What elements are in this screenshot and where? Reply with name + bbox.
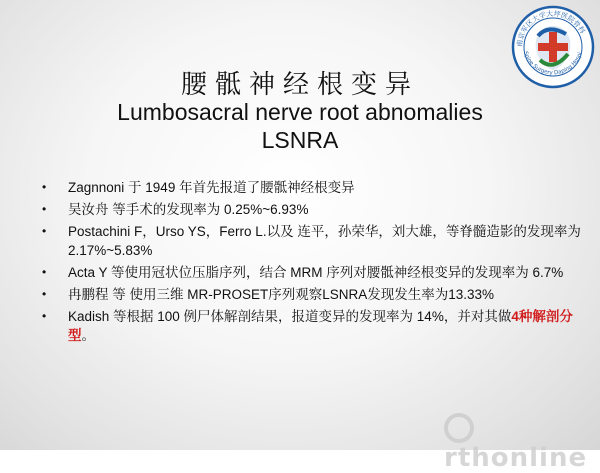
bullet-list [40,178,585,348]
slide-title-english-line2: LSNRA [261,127,339,153]
list-item [40,285,585,304]
logo-ring-text-en: Spine Surgery Daping Hospi [522,50,584,77]
list-item [40,222,585,260]
bullet-text: Postachini F，Urso YS，Ferro L.以及 连平，孙荣华，刘大雄，等脊髓造影的发现率为2.17%~5.83% [68,224,581,258]
orthonline-watermark [444,412,594,473]
bullet-text: 冉鹏程 等 使用三维 MR-PROSET序列观察LSNRA发现发生率为13.33% [68,287,495,302]
list-item [40,200,585,219]
bullet-icon: • [42,180,47,194]
bullet-icon: • [42,224,47,238]
bullet-icon: • [42,202,47,216]
slide-title-english-line1: Lumbosacral nerve root abnomalies [117,99,483,125]
watermark-text: rthonline [444,442,588,473]
bullet-text: Acta Y 等使用冠状位压脂序列，结合 MRM 序列对腰骶神经根变异的发现率为 6.7% [68,265,564,280]
list-item [40,307,585,345]
highlight-text: 4种解剖分型 [68,309,573,343]
bullet-icon: • [42,287,47,301]
bullet-icon: • [42,309,47,323]
slide-title-chinese: 腰骶神经根变异 [180,70,419,100]
watermark-logo-icon [444,413,474,443]
bullet-text: 吴汝舟 等手术的发现率为 0.25%~6.93% [68,202,309,217]
bullet-text-end: 。 [81,328,95,343]
list-item [40,263,585,282]
logo-ring-text: 南京军区大学大坪医院骨科 [515,9,587,48]
bullet-text: Kadish 等根据 100 例尸体解剖结果，报道变异的发现率为 14%，并对其做 [68,309,512,324]
bullet-icon: • [42,265,47,279]
bullet-text: Zagnnoni 于 1949 年首先报道了腰骶神经根变异 [68,180,355,195]
list-item [40,178,585,197]
slide-title-english [0,98,600,154]
